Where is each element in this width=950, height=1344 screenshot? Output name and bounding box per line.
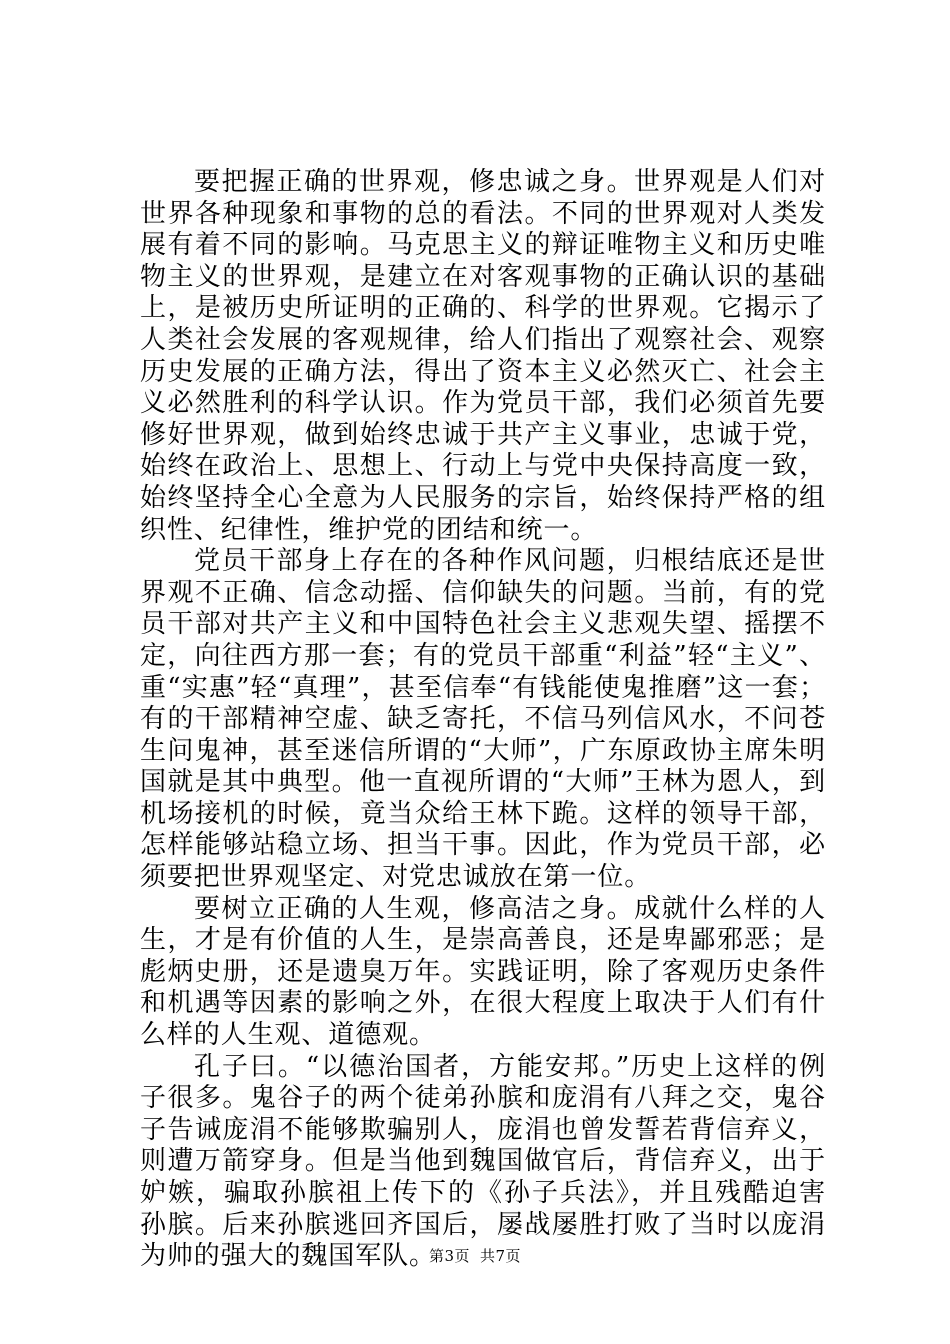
paragraph: 要树立正确的人生观，修高洁之身。成就什么样的人生，才是有价值的人生，是崇高善良，还是卑鄙邪恶；是彪炳史册，还是遗臭万年。实践证明，除了客观历史条件和机遇等因素的影响之外，在很大程度上取决于人们有什么样的人生观、道德观。 (140, 893, 826, 1051)
page-total: 共7页 (480, 1247, 522, 1265)
paragraph: 要把握正确的世界观，修忠诚之身。世界观是人们对世界各种现象和事物的总的看法。不同的世界观对人类发展有着不同的影响。马克思主义的辩证唯物主义和历史唯物主义的世界观，是建立在对客观事物的正确认识的基础上，是被历史所证明的正确的、科学的世界观。它揭示了人类社会发展的客观规律，给人们指出了观察社会、观察历史发展的正确方法，得出了资本主义必然灭亡、社会主义必然胜利的科学认识。作为党员干部，我们必须首先要修好世界观，做到始终忠诚于共产主义事业，忠诚于党，始终在政治上、思想上、行动上与党中央保持高度一致，始终坚持全心全意为人民服务的宗旨，始终保持严格的组织性、纪律性，维护党的团结和统一。 (140, 167, 826, 545)
document-body (140, 167, 826, 1273)
paragraph: 孔子曰。“以德治国者，方能安邦。”历史上这样的例子很多。鬼谷子的两个徒弟孙膑和庞涓有八拜之交，鬼谷子告诫庞涓不能够欺骗别人，庞涓也曾发誓若背信弃义，则遭万箭穿身。但是当他到魏国做官后，背信弃义，出于妒嫉，骗取孙膑祖上传下的《孙子兵法》，并且残酷迫害孙膑。后来孙膑逃回齐国后，屡战屡胜打败了当时以庞涓为帅的强大的魏国军队。 (140, 1051, 826, 1272)
page-footer (0, 1245, 950, 1266)
paragraph: 党员干部身上存在的各种作风问题，归根结底还是世界观不正确、信念动摇、信仰缺失的问题。当前，有的党员干部对共产主义和中国特色社会主义悲观失望、摇摆不定，向往西方那一套；有的党员干部重“利益”轻“主义”、重“实惠”轻“真理”，甚至信奉“有钱能使鬼推磨”这一套；有的干部精神空虚、缺乏寄托，不信马列信风水，不问苍生问鬼神，甚至迷信所谓的“大师”，广东原政协主席朱明国就是其中典型。他一直视所谓的“大师”王林为恩人，到机场接机的时候，竟当众给王林下跪。这样的领导干部，怎样能够站稳立场、担当干事。因此，作为党员干部，必须要把世界观坚定、对党忠诚放在第一位。 (140, 546, 826, 893)
page-number: 第3页 (428, 1247, 470, 1265)
